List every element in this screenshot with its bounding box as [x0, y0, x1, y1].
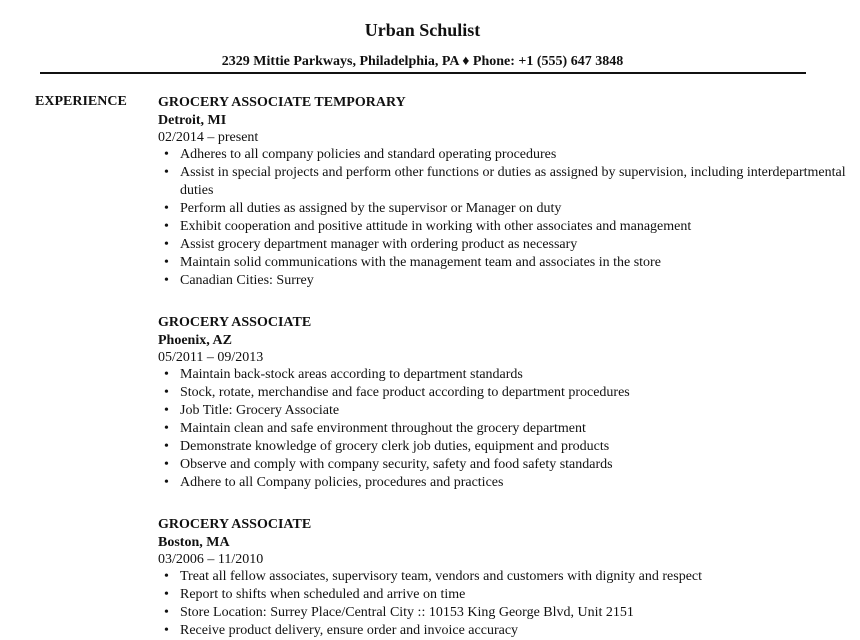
duty-item: • Stock, rotate, merchandise and face product according to department procedures [158, 384, 848, 402]
duty-item: • Assist in special projects and perform other functions or duties as assigned by supervision, including interdepartmental duties [158, 164, 848, 200]
duty-item: • Perform all duties as assigned by the supervisor or Manager on duty [158, 200, 848, 218]
duty-item: • Store Location: Surrey Place/Central City :: 10153 King George Blvd, Unit 2151 [158, 604, 848, 622]
duty-item: • Maintain clean and safe environment throughout the grocery department [158, 420, 848, 438]
duty-item: • Adhere to all Company policies, procedures and practices [158, 474, 848, 492]
job-dates: 03/2006 – 11/2010 [158, 552, 264, 567]
job-entry [158, 314, 848, 492]
duty-item: • Job Title: Grocery Associate [158, 402, 848, 420]
header-divider [40, 72, 806, 74]
duty-item: • Maintain back-stock areas according to department standards [158, 366, 848, 384]
candidate-name: Urban Schulist [364, 20, 481, 40]
job-title: GROCERY ASSOCIATE TEMPORARY [158, 95, 406, 110]
job-location: Boston, MA [158, 535, 230, 550]
duty-item: • Maintain solid communications with the management team and associates in the store [158, 254, 848, 272]
duty-item: • Receive product delivery, ensure order and invoice accuracy [158, 622, 848, 640]
job-duties-list [158, 146, 848, 290]
duty-item: • Adheres to all company policies and standard operating procedures [158, 146, 848, 164]
duty-item: • Exhibit cooperation and positive attitude in working with other associates and management [158, 218, 848, 236]
duty-item: • Treat all fellow associates, supervisory team, vendors and customers with dignity and respect [158, 568, 848, 586]
job-location: Detroit, MI [158, 113, 227, 128]
job-duties-list [158, 366, 848, 492]
job-title: GROCERY ASSOCIATE [158, 517, 312, 532]
duty-item: • Assist grocery department manager with ordering product as necessary [158, 236, 848, 254]
duty-item: • Observe and comply with company security, safety and food safety standards [158, 456, 848, 474]
job-dates: 02/2014 – present [158, 130, 259, 145]
duty-item: • Demonstrate knowledge of grocery clerk job duties, equipment and products [158, 438, 848, 456]
job-title: GROCERY ASSOCIATE [158, 315, 312, 330]
job-dates: 05/2011 – 09/2013 [158, 350, 264, 365]
duty-item: • Canadian Cities: Surrey [158, 272, 848, 290]
job-entry [158, 94, 848, 290]
job-location: Phoenix, AZ [158, 333, 232, 348]
job-entry [158, 516, 848, 640]
contact-line: 2329 Mittie Parkways, Philadelphia, PA ♦ Phone: +1 (555) 647 3848 [221, 54, 624, 69]
section-label-experience: EXPERIENCE [35, 94, 127, 109]
job-duties-list [158, 568, 848, 640]
duty-item: • Report to shifts when scheduled and arrive on time [158, 586, 848, 604]
